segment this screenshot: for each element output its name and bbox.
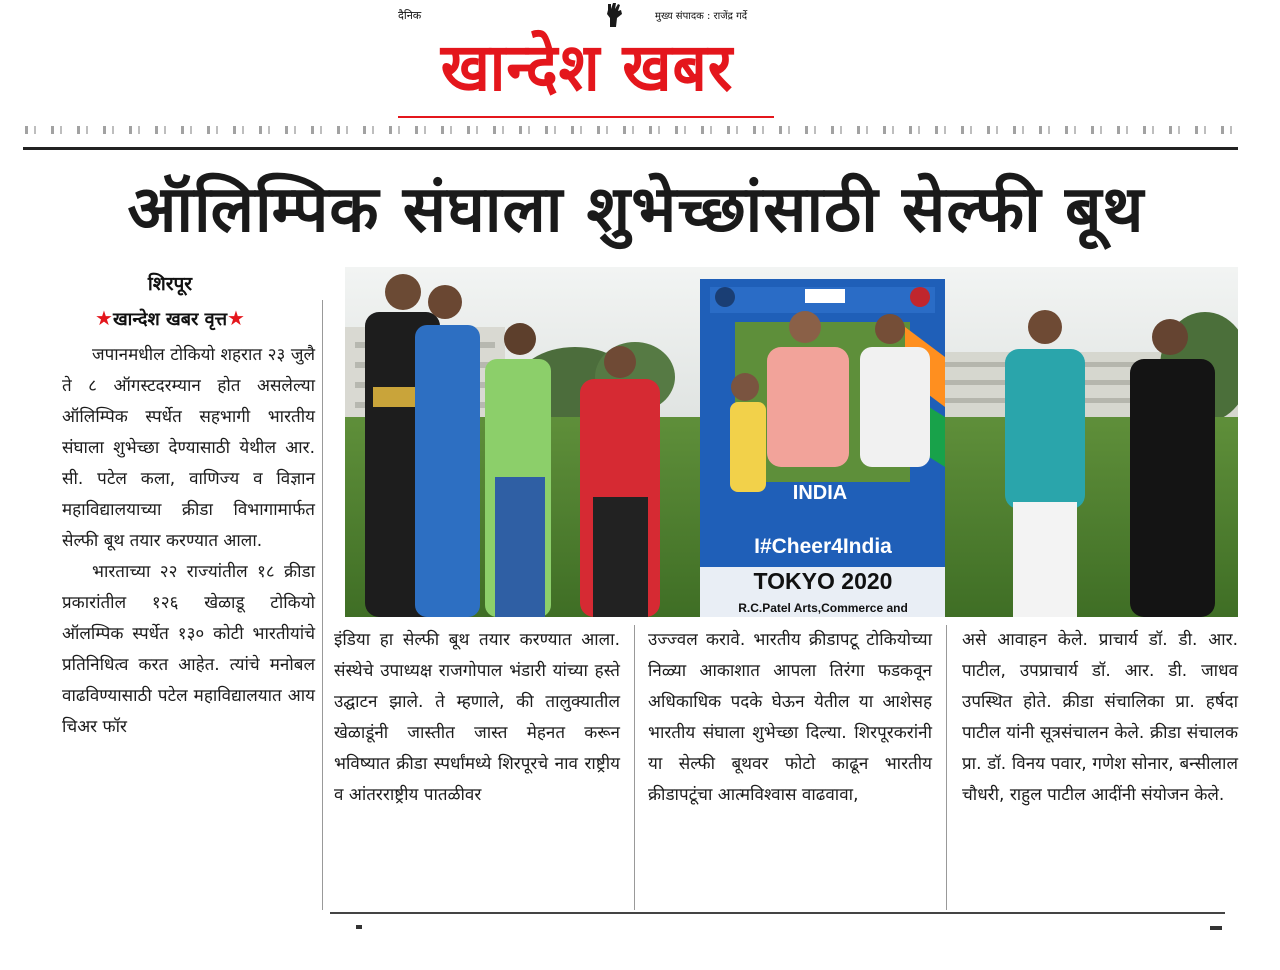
banner-event: TOKYO 2020 (753, 568, 893, 594)
newspaper-logo (392, 26, 782, 120)
banner-org: R.C.Patel Arts,Commerce and (738, 601, 908, 615)
column-divider (322, 300, 323, 910)
column-4-paragraph: असे आवाहन केले. प्राचार्य डॉ. डी. आर. पाटील, उपप्राचार्य डॉ. आर. डी. जाधव उपस्थित होते. क्रीडा संचालिका प्रा. हर्षदा पाटील यांनी सूत्रसंचालन केले. क्रीडा संचालक प्रा. डॉ. विनय पवार, गणेश सोनार, बन्सीलाल चौधरी, राहुल पाटील आदींनी संयोजन केले. (962, 630, 1238, 805)
star-icon: ★ (227, 306, 245, 330)
column-3-paragraph: उज्ज्वल करावे. भारतीय क्रीडापटू टोकियोच्या निळ्या आकाशात आपला तिरंगा फडकवून अधिकाधिक पदके घेऊन येतील या आशेसह भारतीय संघाला शुभेच्छा दिल्या. शिरपूरकरांनी या सेल्फी बूथवर फोटो काढून भारतीय क्रीडापटूंचा आत्मविश्वास वाढवावा, (648, 630, 932, 805)
editor-line: मुख्य संपादक : राजेंद्र गर्दे (655, 11, 748, 22)
column-1-paragraph-2: भारताच्या २२ राज्यांतील १८ क्रीडा प्रकारांतील १२६ खेळाडू टोकियो ऑलम्पिक स्पर्धेत १३० कोटी भारतीयांचे प्रतिनिधित्व करत आहेत. त्यांचे मनोबल वाढविण्यासाठी पटेल महाविद्यालयात आय चिअर फॉर (62, 562, 315, 737)
column-1-paragraph-1: जपानमधील टोकियो शहरात २३ जुलै ते ८ ऑगस्टदरम्यान होत असलेल्या ऑलिम्पिक स्पर्धेत सहभागी भारतीय संघाला शुभेच्छा देण्यासाठी येथील आर. सी. पटेल कला, वाणिज्य व विज्ञान महाविद्यालयाच्या क्रीडा विभागामार्फत सेल्फी बूथ तयार करण्यात आला. (62, 345, 315, 551)
star-icon: ★ (95, 306, 113, 330)
column-1 (62, 340, 315, 743)
headline: ऑलिम्पिक संघाला शुभेच्छांसाठी सेल्फी बूथ (127, 173, 1145, 247)
bottom-mark (356, 925, 362, 929)
logo-underline (398, 116, 774, 118)
bottom-rule (330, 912, 1225, 914)
bottom-mark (1210, 926, 1222, 930)
banner-hashtag: I#Cheer4India (754, 535, 892, 558)
credit-text: खान्देश खबर वृत्त (112, 309, 228, 330)
column-divider (946, 625, 947, 910)
raised-fist-icon (603, 0, 625, 28)
top-rule (23, 147, 1238, 150)
masthead (0, 0, 1280, 130)
news-credit (60, 306, 280, 331)
photo-illustration (345, 267, 1238, 617)
column-3 (648, 625, 932, 811)
column-4 (962, 625, 1238, 811)
logo-text: खान्देश खबर (440, 29, 734, 107)
daily-label: दैनिक (398, 9, 422, 22)
column-divider (634, 625, 635, 910)
clipped-text-row (25, 126, 1235, 134)
column-2-paragraph: इंडिया हा सेल्फी बूथ तयार करण्यात आला. संस्थेचे उपाध्यक्ष राजगोपाल भंडारी यांच्या हस्ते उद्घाटन झाले. ते म्हणाले, की तालुक्यातील खेळाडूंनी जास्तीत जास्त मेहनत करून भविष्यात क्रीडा स्पर्धांमध्ये शिरपूरचे नाव राष्ट्रीय व आंतरराष्ट्रीय पातळीवर (334, 630, 620, 805)
banner-brand: INDIA (792, 482, 848, 504)
column-2 (334, 625, 620, 811)
dateline: शिरपूर (147, 273, 193, 295)
article-photo (345, 267, 1238, 617)
